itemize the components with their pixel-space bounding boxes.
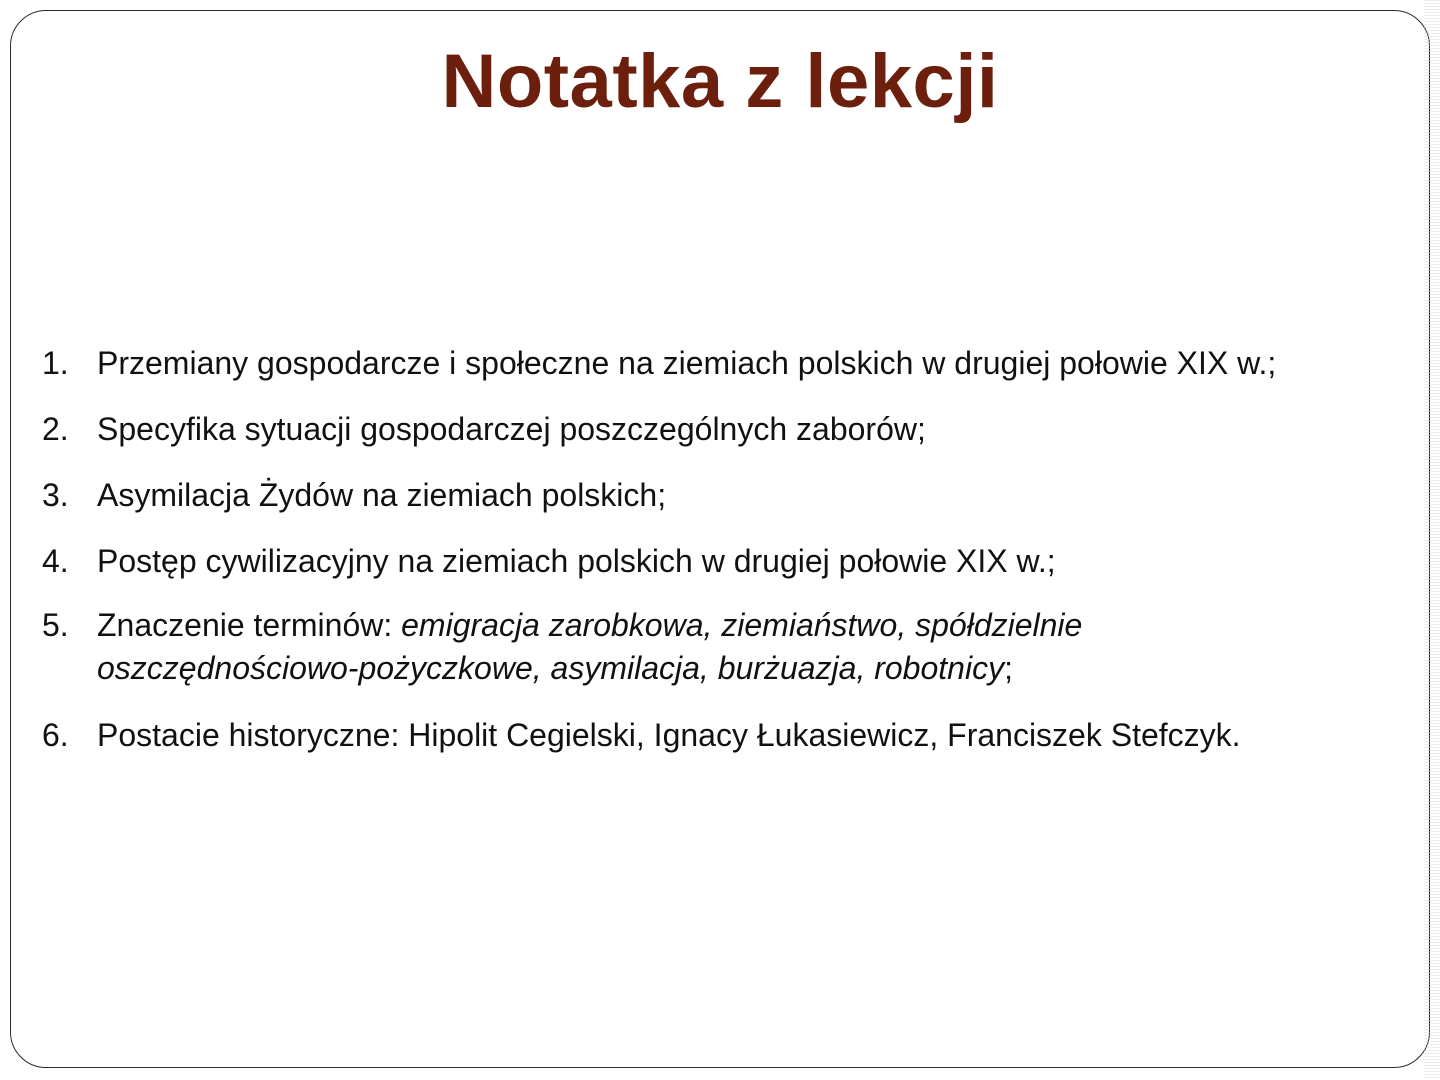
terms-line-1: emigracja zarobkowa, ziemiaństwo, spółdzielnie	[401, 607, 1083, 643]
list-item-text: Przemiany gospodarcze i społeczne na ziemiach polskich w drugiej połowie XIX w.;	[97, 345, 1277, 381]
list-item-text: Postęp cywilizacyjny na ziemiach polskich w drugiej połowie XIX w.;	[97, 543, 1056, 579]
list-item	[42, 340, 1432, 386]
lesson-notes-list	[42, 340, 1432, 778]
terms-line-2: oszczędnościowo-pożyczkowe, asymilacja, burżuazja, robotnicy	[97, 650, 1005, 686]
terms-suffix: ;	[1004, 650, 1013, 686]
list-item-number: 6.	[42, 717, 69, 753]
list-item-text: Postacie historyczne: Hipolit Cegielski, Ignacy Łukasiewicz, Franciszek Stefczyk.	[97, 717, 1241, 753]
terms-prefix: Znaczenie terminów:	[97, 607, 402, 643]
list-item-number: 5.	[42, 607, 69, 643]
list-item-number: 2.	[42, 411, 69, 447]
list-item-number: 4.	[42, 543, 69, 579]
list-item-number: 3.	[42, 477, 69, 513]
list-item-text: Specyfika sytuacji gospodarczej poszczególnych zaborów;	[97, 411, 926, 447]
list-item	[42, 712, 1432, 758]
list-item	[42, 406, 1432, 452]
list-item	[42, 604, 1432, 690]
page-title: Notatka z lekcji	[441, 39, 999, 124]
list-item-text	[97, 604, 1432, 690]
list-item	[42, 538, 1432, 584]
list-item	[42, 472, 1432, 518]
list-item-number: 1.	[42, 345, 69, 381]
list-item-text: Asymilacja Żydów na ziemiach polskich;	[97, 477, 667, 513]
